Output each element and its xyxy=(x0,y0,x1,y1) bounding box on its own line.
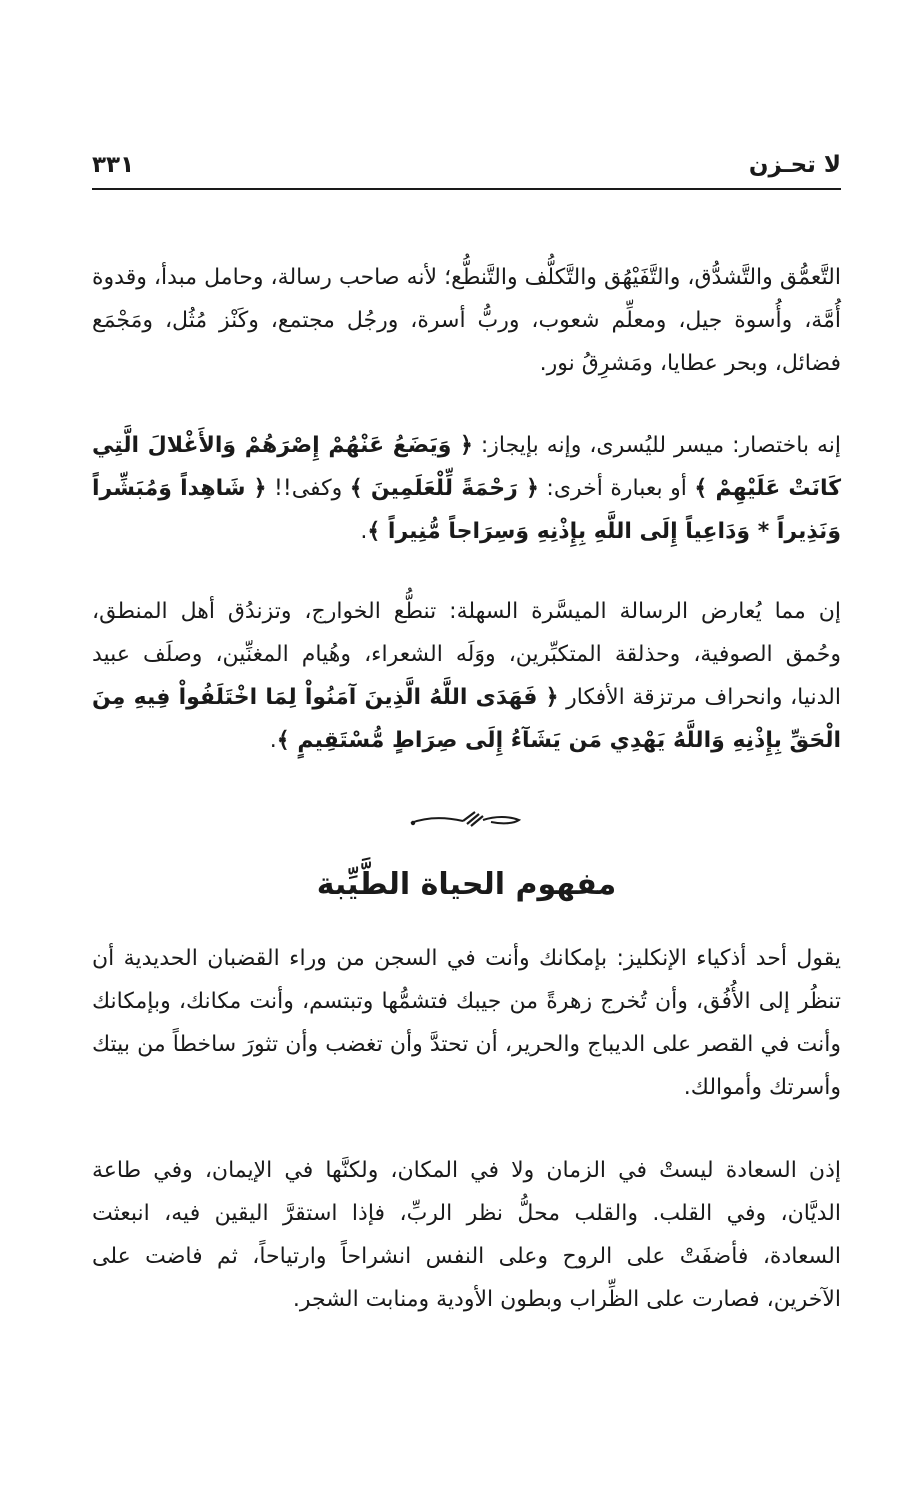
paragraph-text xyxy=(92,424,841,553)
quran-verse: ﴿ شَاهِداً وَمُبَشِّراً وَنَذِيراً * وَدَاعِياً إِلَى اللَّهِ بِإِذْنِهِ وَسِرَاجاً مُّنِيراً ﴾ xyxy=(92,476,841,544)
running-title: لا تحـزن xyxy=(748,152,841,178)
paragraph-3 xyxy=(92,590,841,762)
quran-verse: ﴿ وَيَضَعُ عَنْهُمْ إِصْرَهُمْ وَالأَغْلالَ الَّتِي كَانَتْ عَلَيْهِمْ ﴾ xyxy=(92,433,842,501)
header-rule xyxy=(92,188,841,190)
text-run: . xyxy=(360,519,368,544)
quran-verse: ﴿ رَحْمَةً لِّلْعَلَمِينَ ﴾ xyxy=(349,476,539,501)
quran-verse: ﴿ فَهَدَى اللَّهُ الَّذِينَ آمَنُواْ لِمَا اخْتَلَفُواْ فِيهِ مِنَ الْحَقِّ بِإِذْنِهِ وَاللَّهُ يَهْدِي مَن يَشَآءُ إِلَى صِرَاطٍ مُّسْتَقِيمٍ ﴾ xyxy=(92,685,841,753)
page-number: ٣٣١ xyxy=(92,152,135,178)
text-run: إن مما يُعارض الرسالة الميسَّرة السهلة: تنطُّع الخوارج، وتزندُق أهل المنطق، وحُمق الصوفية، وحذلقة المتكبِّرين، ووَلَه الشعراء، وهُيام المغنِّين، وصلَف عبيد الدنيا، وانحراف مرتزقة الأفكار xyxy=(92,599,841,710)
section-title: مفهوم الحياة الطَّيِّبة xyxy=(316,867,617,902)
paragraph-2 xyxy=(92,424,841,553)
text-run: إنه باختصار: ميسر لليُسرى، وإنه بإيجاز: xyxy=(472,433,842,458)
paragraph-text: إذن السعادة ليستْ في الزمان ولا في المكان، ولكنَّها في الإيمان، وفي طاعة الديَّان، وفي القلب. والقلب محلُّ نظر الربِّ، فإذا استقرَّ اليقين فيه، انبعثت السعادة، فأضفَتْ على الروح وعلى النفس انشراحاً وارتياحاً، ثم فاضت على الآخرين، فصارت على الظِّراب وبطون الأودية ومنابت الشجر. xyxy=(92,1158,841,1312)
paragraph-4 xyxy=(92,937,841,1109)
flourish-divider-icon xyxy=(405,808,525,832)
text-run: أو بعبارة أخرى: xyxy=(538,476,695,501)
paragraph-1 xyxy=(92,256,841,385)
paragraph-text: يقول أحد أذكياء الإنكليز: بإمكانك وأنت في السجن من وراء القضبان الحديدية أن تنظُر إلى الأُفُق، وأن تُخرج زهرةً من جيبك فتشمُّها وتبتسم، وأنت مكانك، وبإمكانك وأنت في القصر على الديباج والحرير، أن تحتدَّ وأن تغضب وأن تثورَ ساخطاً من بيتك وأسرتك وأموالك. xyxy=(92,946,841,1100)
paragraph-text xyxy=(92,590,841,762)
page-header xyxy=(92,148,841,188)
text-run: وكفى!! xyxy=(266,476,350,501)
text-run: . xyxy=(269,728,277,753)
paragraph-text: التَّعمُّق والتَّشدُّق، والتَّفَيْهُق والتَّكلُّف والتَّنطُّع؛ لأنه صاحب رسالة، وحامل مبدأ، وقدوة أُمَّة، وأُسوة جيل، ومعلِّم شعوب، وربُّ أسرة، ورجُل مجتمع، وكَنْز مُثُل، ومَجْمَع فضائل، وبحر عطايا، ومَشرِقُ نور. xyxy=(92,265,841,376)
paragraph-5 xyxy=(92,1149,841,1321)
